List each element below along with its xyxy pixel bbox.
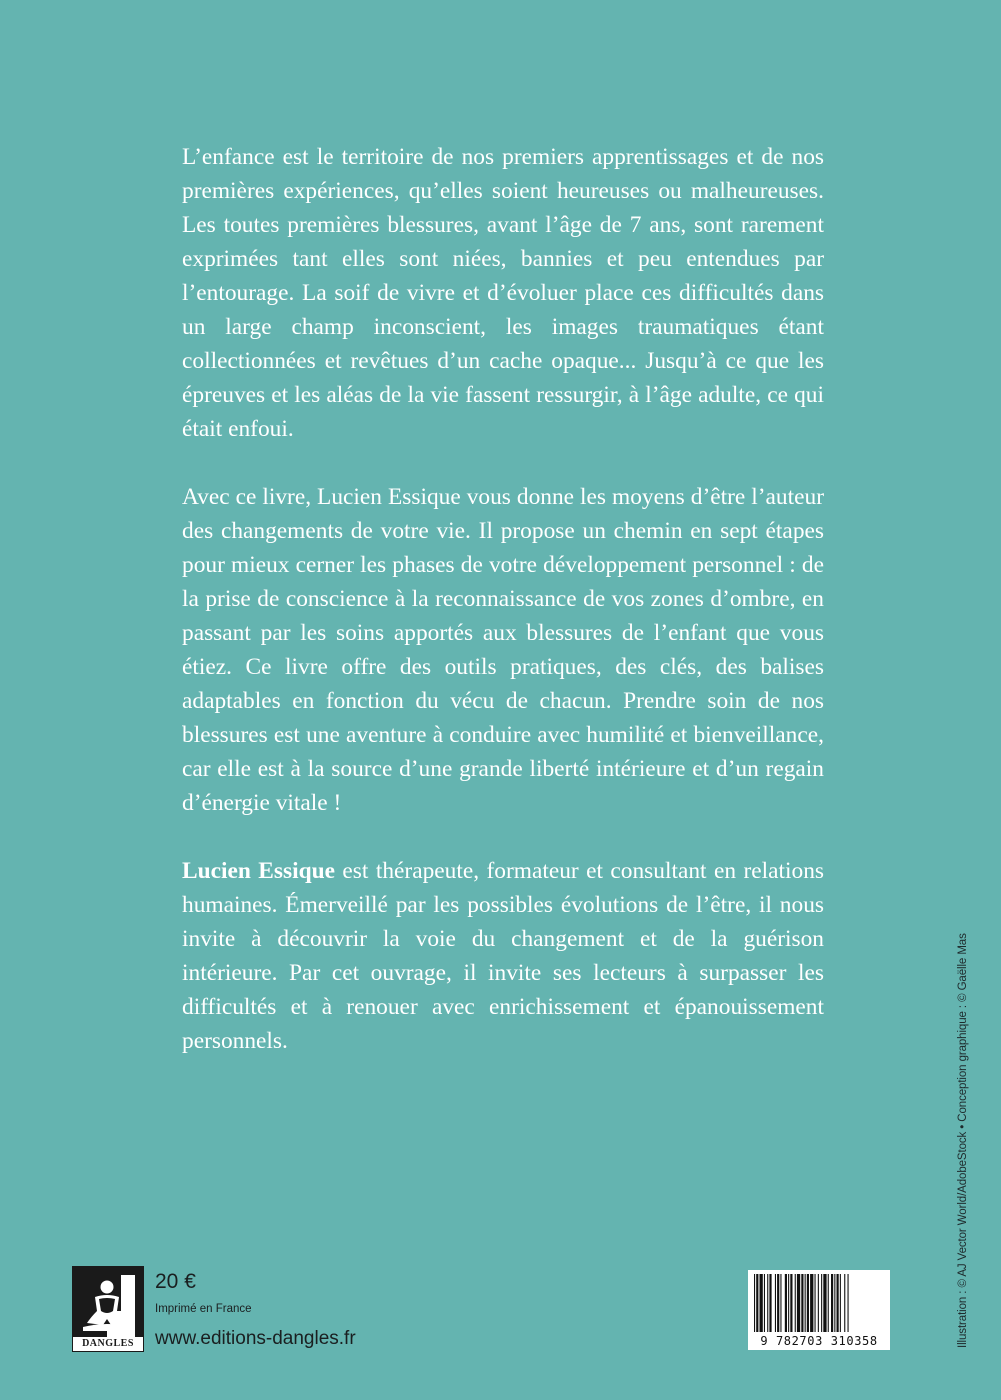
publisher-logo	[72, 1266, 144, 1352]
author-name: Lucien Essique	[182, 858, 336, 884]
author-paragraph	[182, 854, 824, 1058]
back-cover-text	[182, 140, 824, 1058]
image-credits: Illustration : © AJ Vector World/AdobeStock • Conception graphique : © Gaëlle Mas	[957, 933, 969, 1348]
summary-paragraph-1: L’enfance est le territoire de nos premiers apprentissages et de nos premières expériences, qu’elles soient heureuses ou malheureuses. Les toutes premières blessures, avant l’âge de 7 ans, sont rarement exprimées tant elles sont niées, bannies et peu entendues par l’entourage. La soif de vivre et d’évoluer place ces difficultés dans un large champ inconscient, les images traumatiques étant collectionnées et revêtues d’un cache opaque... Jusqu’à ce que les épreuves et les aléas de la vie fassent ressurgir, à l’âge adulte, ce qui était enfoui.	[182, 144, 824, 442]
logo-label: DANGLES	[73, 1337, 143, 1351]
barcode	[748, 1270, 890, 1350]
printed-in: Imprimé en France	[155, 1303, 252, 1315]
author-bio: est thérapeute, formateur et consultant en relations humaines. Émerveillé par les possibles évolutions de l’être, il nous invite à découvrir la voie du changement et de la guérison intérieure. Par cet ouvrage, il invite ses lecteurs à surpasser les difficultés et à renouer avec enrichissement et épanouissement personnels.	[182, 858, 825, 1054]
isbn-number: 9 782703 310358	[760, 1334, 878, 1348]
price: 20 €	[155, 1270, 196, 1293]
publisher-website[interactable]: www.editions-dangles.fr	[155, 1328, 356, 1349]
barcode-bars-icon	[748, 1270, 890, 1334]
summary-paragraph-2: Avec ce livre, Lucien Essique vous donne les moyens d’être l’auteur des changements de votre vie. Il propose un chemin en sept étapes pour mieux cerner les phases de votre développement personnel : de la prise de conscience à la reconnaissance de vos zones d’ombre, en passant par les soins apportés aux blessures de l’enfant que vous étiez. Ce livre offre des outils pratiques, des clés, des balises adaptables en fonction du vécu de chacun. Prendre soin de nos blessures est une aventure à conduire avec humilité et bienveillance, car elle est à la source d’une grande liberté intérieure et d’un regain d’énergie vitale !	[182, 484, 824, 816]
meditating-figure-icon	[73, 1267, 143, 1337]
